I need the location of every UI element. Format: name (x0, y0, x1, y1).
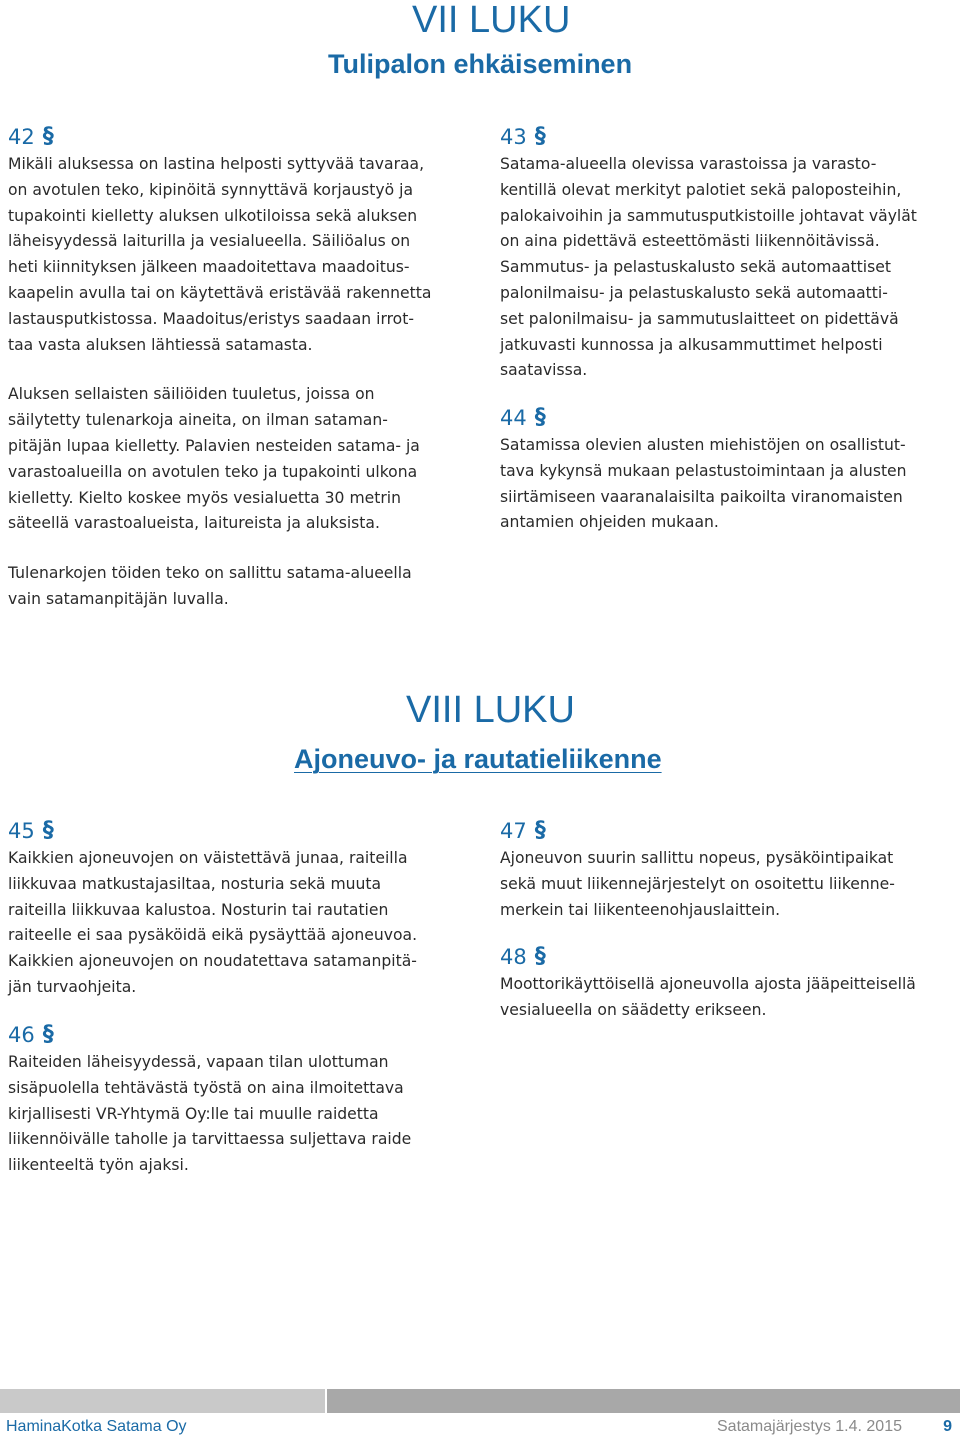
section-number: 44 (500, 406, 527, 430)
section-48-heading (500, 944, 960, 970)
section-45 (8, 818, 478, 1001)
section-42-paragraph-2: Aluksen sellaisten säiliöiden tuuletus, joissa on säilytetty tulenarkoja aineita, on ilman sataman- pitäjän lupaa kielletty. Palavien nesteiden satama- ja varastoalueilla on avotulen teko ja tupakointi ulkona kielletty. Kielto koskee myös vesialuetta 30 metrin säteellä varastoalueista, laitureista ja aluksista. (8, 385, 420, 533)
section-sign-icon: § (42, 818, 54, 843)
section-45-heading (8, 818, 478, 844)
section-43-heading (500, 124, 960, 150)
section-43-paragraph-1: Satama-alueella olevissa varastoissa ja varasto- kentillä olevat merkityt palotiet sekä paloposteihin, palokaivoihin ja sammutusputkistoille johtavat väylät on aina pidettävä esteettömästi liikennöitävissä. Sammutus- ja pelastuskalusto sekä automaattiset palonilmaisu- ja pelastuskalusto sekä automaatti- set palonilmaisu- ja sammutuslaitteet on pidettävä jatkuvasti kunnossa ja alkusammuttimet helposti saatavissa. (500, 155, 917, 380)
footer-company: HaminaKotka Satama Oy (6, 1418, 187, 1435)
section-43 (500, 124, 960, 384)
section-number: 45 (8, 819, 35, 843)
section-sign-icon: § (534, 405, 546, 430)
section-sign-icon: § (42, 1022, 54, 1047)
footer-bar-left (0, 1389, 325, 1413)
footer-bar-right (327, 1389, 960, 1413)
section-45-paragraph-1: Kaikkien ajoneuvojen on väistettävä junaa, raiteilla liikkuvaa matkustajasiltaa, nosturia sekä muuta raiteilla liikkuvaa kalustoa. Nosturin tai rautatien raiteelle ei saa pysäköidä eikä pysäyttää ajoneuvoa. Kaikkien ajoneuvojen on noudatettava satamanpitä- jän turvaohjeita. (8, 849, 418, 996)
section-44-paragraph-1: Satamissa olevien alusten miehistöjen on osallistut- tava kykynsä mukaan pelastustoimintaan ja alusten siirtämiseen vaaranalaisilta paikoilta viranomaisten antamien ohjeiden mukaan. (500, 436, 907, 532)
section-sign-icon: § (534, 124, 546, 149)
section-number: 43 (500, 125, 527, 149)
section-number: 42 (8, 125, 35, 149)
section-42-paragraph-1: Mikäli aluksessa on lastina helposti syttyvää tavaraa, on avotulen teko, kipinöitä synnyttävä korjaustyö ja tupakointi kielletty aluksen ulkotiloissa sekä aluksen läheisyydessä laiturilla ja vesialueella. Säiliöalus on heti kiinnityksen jälkeen maadoitettava maadoitus- kaapelin avulla tai on käytettävä eristävää rakennetta lastausputkistossa. Maadoitus/eristys saadaan irrot- taa vasta aluksen lähtiessä satamasta. (8, 155, 432, 354)
section-sign-icon: § (534, 818, 546, 843)
section-48-paragraph-1: Moottorikäyttöisellä ajoneuvolla ajosta jääpeitteisellä vesialueella on säädetty erikseen. (500, 975, 916, 1019)
section-sign-icon: § (534, 944, 546, 969)
section-42-heading (8, 124, 478, 150)
chapter-7-title: VII LUKU (412, 0, 571, 41)
section-42-paragraph-3: Tulenarkojen töiden teko on sallittu satama-alueella vain satamanpitäjän luvalla. (8, 564, 412, 608)
footer-page-number: 9 (943, 1418, 952, 1435)
section-44 (500, 405, 960, 536)
section-44-heading (500, 405, 960, 431)
section-46-paragraph-1: Raiteiden läheisyydessä, vapaan tilan ulottuman sisäpuolella tehtävästä työstä on aina ilmoitettava kirjallisesti VR-Yhtymä Oy:lle tai muulle raidetta liikennöivälle taholle ja tarvittaessa suljettava raide liikenteeltä työn ajaksi. (8, 1053, 412, 1175)
chapter-7-subtitle: Tulipalon ehkäiseminen (328, 49, 633, 79)
section-47-heading (500, 818, 960, 844)
section-42 (8, 124, 478, 613)
footer-document: Satamajärjestys 1.4. 2015 (717, 1418, 902, 1435)
chapter-8-title: VIII LUKU (406, 689, 575, 731)
section-47-paragraph-1: Ajoneuvon suurin sallittu nopeus, pysäköintipaikat sekä muut liikennejärjestelyt on osoitettu liikenne- merkein tai liikenteenohjauslaittein. (500, 849, 895, 919)
section-number: 48 (500, 945, 527, 969)
section-48 (500, 944, 960, 1024)
chapter-8-subtitle: Ajoneuvo- ja rautatieliikenne (294, 744, 662, 774)
section-47 (500, 818, 960, 923)
section-46-heading (8, 1022, 478, 1048)
section-number: 47 (500, 819, 527, 843)
section-46 (8, 1022, 478, 1179)
section-sign-icon: § (42, 124, 54, 149)
section-number: 46 (8, 1023, 35, 1047)
